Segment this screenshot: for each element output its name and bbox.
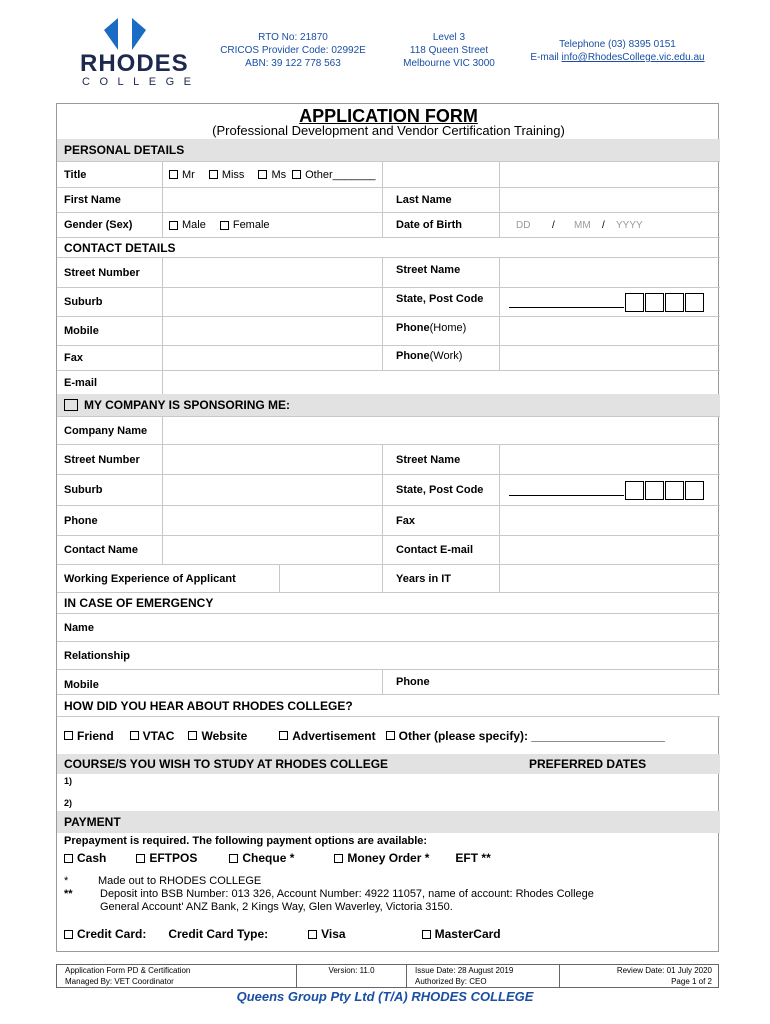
credit-card-type-label: Credit Card Type: xyxy=(168,927,269,941)
payment-notes xyxy=(64,875,714,914)
checkbox-icon[interactable] xyxy=(308,930,317,939)
payment-option-money-order[interactable]: Money Order * xyxy=(334,851,429,865)
row-mobile xyxy=(57,316,720,345)
dob-month-placeholder: MM xyxy=(574,219,591,231)
address-city: Melbourne VIC 3000 xyxy=(403,58,495,69)
emergency-name-field[interactable] xyxy=(162,614,719,641)
credit-card-row xyxy=(57,924,720,944)
footer-review-info xyxy=(560,965,718,987)
checkbox-icon[interactable] xyxy=(209,170,218,179)
section-courses xyxy=(57,754,720,774)
phone-work-field[interactable] xyxy=(499,346,719,370)
company-state-postcode-field[interactable] xyxy=(502,475,717,505)
relationship-field[interactable] xyxy=(162,642,719,669)
company-suburb-label: Suburb xyxy=(64,484,103,496)
section-payment: PAYMENT xyxy=(57,811,720,833)
emergency-mobile-field[interactable] xyxy=(162,670,382,694)
emergency-name-label: Name xyxy=(64,621,94,634)
company-phone-field[interactable] xyxy=(162,506,382,535)
checkbox-icon[interactable] xyxy=(169,170,178,179)
row-suburb xyxy=(57,287,720,316)
row-gender-dob xyxy=(57,212,720,237)
checkbox-icon[interactable] xyxy=(334,854,343,863)
company-phone-label: Phone xyxy=(64,514,98,527)
row-course-1[interactable] xyxy=(57,774,720,795)
suburb-field[interactable] xyxy=(162,288,382,316)
payment-option-cash[interactable]: Cash xyxy=(64,851,106,865)
working-experience-label: Working Experience of Applicant xyxy=(64,572,236,585)
address-info xyxy=(394,31,504,70)
company-fax-label: Fax xyxy=(396,514,415,527)
footer-issue-info xyxy=(407,965,560,987)
postcode-digit-box[interactable] xyxy=(625,293,644,312)
logo-wordmark: RHODES xyxy=(80,50,189,77)
title-label: Title xyxy=(64,168,87,181)
page-header xyxy=(0,0,770,100)
row-company-street xyxy=(57,444,720,474)
payment-option-credit-card[interactable]: Credit Card: xyxy=(64,927,146,941)
emergency-phone-field[interactable] xyxy=(499,670,719,694)
checkbox-icon[interactable] xyxy=(292,170,301,179)
contact-heading-row xyxy=(57,237,720,257)
checkbox-icon[interactable] xyxy=(169,221,178,230)
row-street xyxy=(57,257,720,287)
card-option-mastercard[interactable]: MasterCard xyxy=(422,927,501,941)
last-name-field[interactable] xyxy=(499,188,719,212)
payment-option-cheque[interactable]: Cheque * xyxy=(229,851,294,865)
logo-subtitle: COLLEGE xyxy=(82,76,201,88)
row-hear-options xyxy=(57,716,720,754)
postcode-digit-box[interactable] xyxy=(645,481,664,500)
contact-email-label: Contact E-mail xyxy=(396,544,474,556)
first-name-field[interactable] xyxy=(162,188,382,212)
contact-email-field[interactable] xyxy=(499,536,719,564)
title-option-miss[interactable]: Miss xyxy=(209,169,245,181)
course-line-1: 1) xyxy=(64,776,73,786)
footer-company-name: Queens Group Pty Ltd (T/A) RHODES COLLEGE xyxy=(236,989,534,1004)
street-name-field[interactable] xyxy=(499,258,719,287)
street-number-label: Street Number xyxy=(64,266,140,279)
row-contact-name xyxy=(57,535,720,564)
abn-number: ABN: 39 122 778 563 xyxy=(245,58,341,69)
postcode-digit-box[interactable] xyxy=(685,293,704,312)
row-emergency-mobile xyxy=(57,669,720,694)
row-relationship xyxy=(57,641,720,669)
checkbox-icon[interactable] xyxy=(136,854,145,863)
hear-option-other[interactable]: Other (please specify): ____________________ xyxy=(386,729,665,743)
dob-label: Date of Birth xyxy=(396,219,462,231)
phone-home-label: Phone (Home) xyxy=(396,322,467,334)
company-fax-field[interactable] xyxy=(499,506,719,535)
document-footer xyxy=(56,964,719,988)
row-title xyxy=(57,161,720,187)
hear-option-website[interactable]: Website xyxy=(188,729,247,743)
title-option-mr[interactable]: Mr xyxy=(169,169,195,181)
registration-info xyxy=(213,31,373,70)
contact-name-label: Contact Name xyxy=(64,544,138,556)
last-name-label: Last Name xyxy=(396,194,452,206)
fax-field[interactable] xyxy=(162,346,382,370)
postcode-digit-box[interactable] xyxy=(665,293,684,312)
street-number-field[interactable] xyxy=(162,258,382,287)
section-how-did-you-hear: HOW DID YOU HEAR ABOUT RHODES COLLEGE? xyxy=(57,694,720,716)
payment-note-2: ** Deposit into BSB Number: 013 326, Account Number: 4922 11057, name of account: Rhodes College xyxy=(64,888,594,900)
checkbox-icon[interactable] xyxy=(130,731,139,740)
phone-home-field[interactable] xyxy=(499,317,719,345)
gender-option-female[interactable]: Female xyxy=(220,219,270,231)
rhodes-college-logo xyxy=(80,18,201,88)
row-experience xyxy=(57,564,720,592)
years-in-it-label: Years in IT xyxy=(396,572,452,585)
hear-options xyxy=(57,717,720,754)
logo-emblem-icon xyxy=(102,18,158,50)
footer-doc-name: Application Form PD & Certification xyxy=(65,966,191,975)
footer-page-number: Page 1 of 2 xyxy=(671,977,712,986)
row-name xyxy=(57,187,720,212)
state-field[interactable] xyxy=(509,296,624,308)
payment-note-1: * Made out to RHODES COLLEGE xyxy=(64,875,262,887)
sponsor-heading: MY COMPANY IS SPONSORING ME: xyxy=(84,398,291,412)
emergency-heading-row xyxy=(57,592,720,613)
address-level: Level 3 xyxy=(432,32,466,43)
checkbox-icon[interactable] xyxy=(188,731,197,740)
courses-heading: COURSE/S YOU WISH TO STUDY AT RHODES COLLEGE xyxy=(64,757,389,771)
company-name-label: Company Name xyxy=(64,424,148,437)
emergency-mobile-label: Mobile xyxy=(64,679,99,691)
payment-note-2b: General Account' ANZ Bank, 2 Kings Way, Glen Waverley, Victoria 3150. xyxy=(100,901,453,913)
row-email xyxy=(57,370,720,394)
email-field[interactable] xyxy=(162,371,719,394)
title-options xyxy=(162,162,382,187)
company-street-number-field[interactable] xyxy=(162,445,382,474)
gender-options xyxy=(162,213,382,237)
row-emergency-name xyxy=(57,613,720,641)
email-prefix: E-mail xyxy=(530,52,562,63)
years-in-it-field[interactable] xyxy=(499,565,719,592)
contact-name-field[interactable] xyxy=(162,536,382,564)
dob-field[interactable] xyxy=(509,213,719,237)
state-postcode-label: State, Post Code xyxy=(396,293,484,305)
payment-option-eft[interactable]: EFT ** xyxy=(455,851,491,865)
company-street-name-label: Street Name xyxy=(396,453,461,466)
checkbox-icon[interactable] xyxy=(386,731,395,740)
checkbox-icon[interactable] xyxy=(279,731,288,740)
footer-doc-info xyxy=(57,965,297,987)
hear-option-vtac[interactable]: VTAC xyxy=(130,729,175,743)
payment-option-eftpos[interactable]: EFTPOS xyxy=(136,851,197,865)
suburb-label: Suburb xyxy=(64,296,103,308)
row-course-2[interactable] xyxy=(57,795,720,811)
email-link[interactable]: info@RhodesCollege.vic.edu.au xyxy=(561,52,705,63)
application-form xyxy=(56,103,719,952)
company-state-field[interactable] xyxy=(509,484,624,496)
checkbox-icon[interactable] xyxy=(220,221,229,230)
row-company-suburb xyxy=(57,474,720,505)
section-contact-details: CONTACT DETAILS xyxy=(64,240,176,255)
checkbox-icon[interactable] xyxy=(258,170,267,179)
dob-day-placeholder: DD xyxy=(516,219,531,231)
email-label: E-mail xyxy=(64,376,98,389)
contact-info xyxy=(520,38,715,64)
emergency-phone-label: Phone xyxy=(396,676,430,688)
dob-year-placeholder: YYYY xyxy=(616,219,643,231)
company-street-name-field[interactable] xyxy=(499,445,719,474)
mobile-label: Mobile xyxy=(64,325,99,337)
mobile-field[interactable] xyxy=(162,317,382,345)
course-line-2: 2) xyxy=(64,798,73,808)
gender-option-male[interactable]: Male xyxy=(169,219,206,231)
gender-label: Gender (Sex) xyxy=(64,219,133,231)
title-option-ms[interactable]: Ms xyxy=(258,169,286,181)
rto-number: RTO No: 21870 xyxy=(258,32,328,43)
title-option-other[interactable]: Other_______ xyxy=(292,169,375,181)
telephone: Telephone (03) 8395 0151 xyxy=(559,39,676,50)
hear-option-friend[interactable]: Friend xyxy=(64,729,114,743)
state-postcode-field[interactable] xyxy=(502,288,717,316)
email-line xyxy=(520,51,715,64)
company-state-postcode-label: State, Post Code xyxy=(396,484,484,496)
cricos-code: CRICOS Provider Code: 02992E xyxy=(220,45,366,56)
postcode-digit-box[interactable] xyxy=(685,481,704,500)
relationship-label: Relationship xyxy=(64,649,131,662)
company-suburb-field[interactable] xyxy=(162,475,382,505)
section-personal-details: PERSONAL DETAILS xyxy=(57,139,720,161)
payment-options xyxy=(57,849,720,867)
address-street: 118 Queen Street xyxy=(409,45,489,56)
dob-slash: / xyxy=(552,219,555,231)
postcode-digit-box[interactable] xyxy=(625,481,644,500)
fax-label: Fax xyxy=(64,352,83,364)
footer-authorized-by: Authorized By: CEO xyxy=(415,977,487,986)
street-name-label: Street Name xyxy=(396,264,461,276)
row-company-name xyxy=(57,416,720,444)
card-option-visa[interactable]: Visa xyxy=(308,927,345,941)
footer-issue-date: Issue Date: 28 August 2019 xyxy=(415,966,514,975)
dob-slash: / xyxy=(602,219,605,231)
payment-intro: Prepayment is required. The following payment options are available: xyxy=(64,835,428,847)
checkbox-icon[interactable] xyxy=(64,930,73,939)
footer-version: Version: 11.0 xyxy=(297,965,407,987)
section-company-sponsor xyxy=(57,394,720,416)
checkbox-icon[interactable] xyxy=(64,731,73,740)
form-title: APPLICATION FORM xyxy=(299,106,478,126)
row-fax xyxy=(57,345,720,370)
form-subtitle: (Professional Development and Vendor Certification Training) xyxy=(212,123,565,138)
footer-review-date: Review Date: 01 July 2020 xyxy=(616,966,712,975)
company-street-number-label: Street Number xyxy=(64,453,140,466)
first-name-label: First Name xyxy=(64,194,121,206)
section-emergency: IN CASE OF EMERGENCY xyxy=(64,596,214,610)
checkbox-icon[interactable] xyxy=(64,854,73,863)
working-experience-field[interactable] xyxy=(279,565,382,592)
postcode-digit-box[interactable] xyxy=(665,481,684,500)
checkbox-icon[interactable] xyxy=(422,930,431,939)
company-name-field[interactable] xyxy=(162,417,719,444)
checkbox-icon[interactable] xyxy=(229,854,238,863)
preferred-dates-heading: PREFERRED DATES xyxy=(529,757,647,771)
phone-work-label: Phone (Work) xyxy=(396,350,463,362)
postcode-digit-box[interactable] xyxy=(645,293,664,312)
sponsor-checkbox-icon[interactable] xyxy=(64,399,78,411)
footer-managed-by: Managed By: VET Coordinator xyxy=(65,977,174,986)
row-company-phone xyxy=(57,505,720,535)
hear-option-advertisement[interactable]: Advertisement xyxy=(279,729,375,743)
